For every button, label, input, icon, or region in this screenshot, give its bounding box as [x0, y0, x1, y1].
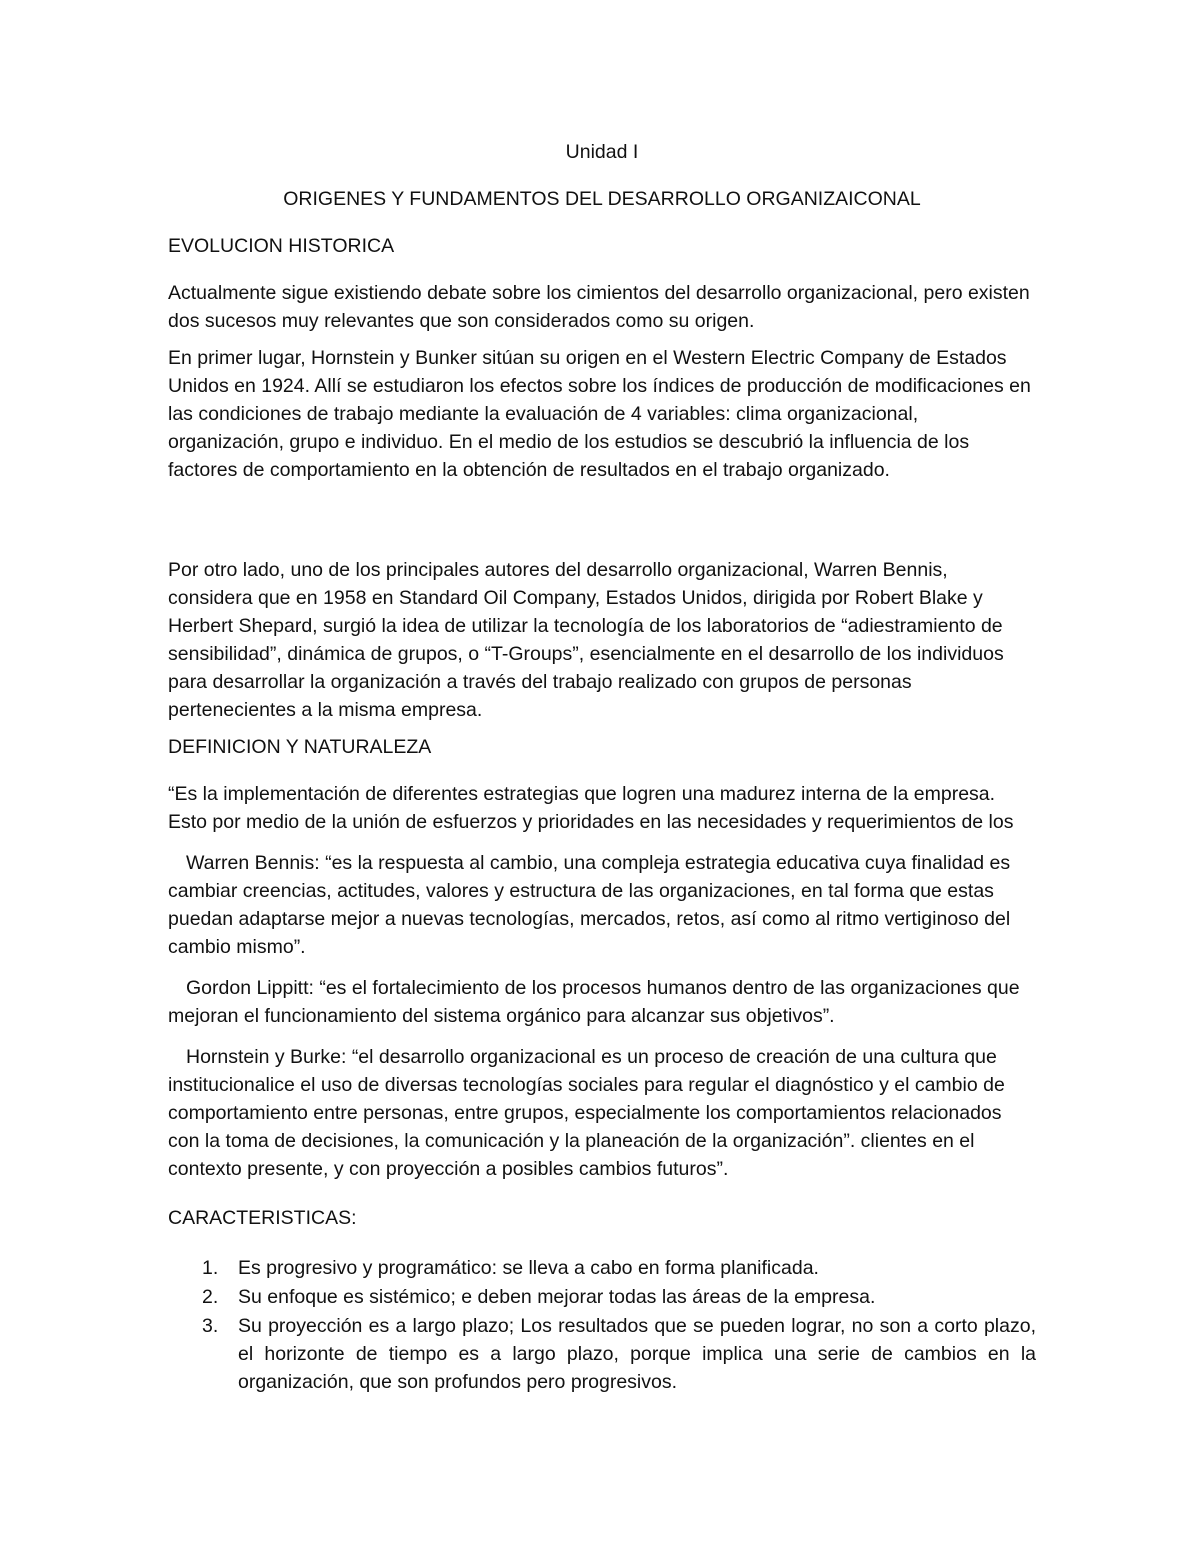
definition-lippitt: Gordon Lippitt: “es el fortalecimiento de los procesos humanos dentro de las organizaciones que mejoran el funcionamiento del sistema orgánico para alcanzar sus objetivos”.: [168, 977, 1020, 1027]
list-item-number: 2.: [202, 1286, 219, 1308]
list-item-text: Su proyección es a largo plazo; Los resultados que se pueden lograr, no son a corto plazo, el horizonte de tiempo es a largo plazo, porque implica una serie de cambios en la organización, que son profundos pero progresivos.: [238, 1315, 1036, 1393]
list-item-text: Su enfoque es sistémico; e deben mejorar todas las áreas de la empresa.: [238, 1286, 876, 1308]
list-item-text: Es progresivo y programático: se lleva a cabo en forma planificada.: [238, 1257, 819, 1279]
document-body: [168, 138, 1036, 1397]
paragraph-intro: Actualmente sigue existiendo debate sobre los cimientos del desarrollo organizacional, pero existen dos sucesos muy relevantes que son considerados como su origen.: [168, 282, 1030, 332]
definition-intro: “Es la implementación de diferentes estrategias que logren una madurez interna de la empresa. Esto por medio de la unión de esfuerzos y prioridades en las necesidades y requerimientos de los: [168, 783, 1014, 833]
list-item-number: 3.: [202, 1315, 219, 1337]
section-heading-evolucion: EVOLUCION HISTORICA: [168, 235, 395, 257]
list-item: [168, 1312, 1036, 1396]
document-title: Unidad I: [565, 141, 639, 163]
list-item-number: 1.: [202, 1257, 219, 1279]
definition-bennis: Warren Bennis: “es la respuesta al cambio, una compleja estrategia educativa cuya finalidad es cambiar creencias, actitudes, valores y estructura de las organizaciones, en tal forma que estas puedan adaptarse mejor a nuevas tecnologías, mercados, retos, así como al ritmo vertiginoso del cambio mismo”.: [168, 852, 1011, 958]
characteristics-list: [168, 1254, 1036, 1396]
paragraph-standard-oil: Por otro lado, uno de los principales autores del desarrollo organizacional, Warren Bennis, considera que en 1958 en Standard Oil Company, Estados Unidos, dirigida por Robert Blake y Herbert Shepard, surgió la idea de utilizar la tecnología de los laboratorios de “adiestramiento de sensibilidad”, dinámica de grupos, o “T-Groups”, esencialmente en el desarrollo de los individuos para desarrollar la organización a través del trabajo realizado con grupos de personas pertenecientes a la misma empresa.: [168, 559, 1004, 721]
list-item: [168, 1254, 1036, 1282]
section-heading-caracteristicas: CARACTERISTICAS:: [168, 1207, 357, 1229]
document-subtitle: ORIGENES Y FUNDAMENTOS DEL DESARROLLO ORGANIZAICONAL: [283, 188, 921, 210]
definition-hornstein: Hornstein y Burke: “el desarrollo organizacional es un proceso de creación de una cultura que institucionalice el uso de diversas tecnologías sociales para regular el diagnóstico y el cambio de comportamiento entre personas, entre grupos, especialmente los comportamientos relacionados con la toma de decisiones, la comunicación y la planeación de la organización”. clientes en el contexto presente, y con proyección a posibles cambios futuros”.: [168, 1046, 1005, 1180]
paragraph-western-electric: En primer lugar, Hornstein y Bunker sitúan su origen en el Western Electric Company de Estados Unidos en 1924. Allí se estudiaron los efectos sobre los índices de producción de modificaciones en las condiciones de trabajo mediante la evaluación de 4 variables: clima organizacional, organización, grupo e individuo. En el medio de los estudios se descubrió la influencia de los factores de comportamiento en la obtención de resultados en el trabajo organizado.: [168, 347, 1031, 481]
list-item: [168, 1283, 1036, 1311]
section-heading-definicion: DEFINICION Y NATURALEZA: [168, 736, 432, 758]
